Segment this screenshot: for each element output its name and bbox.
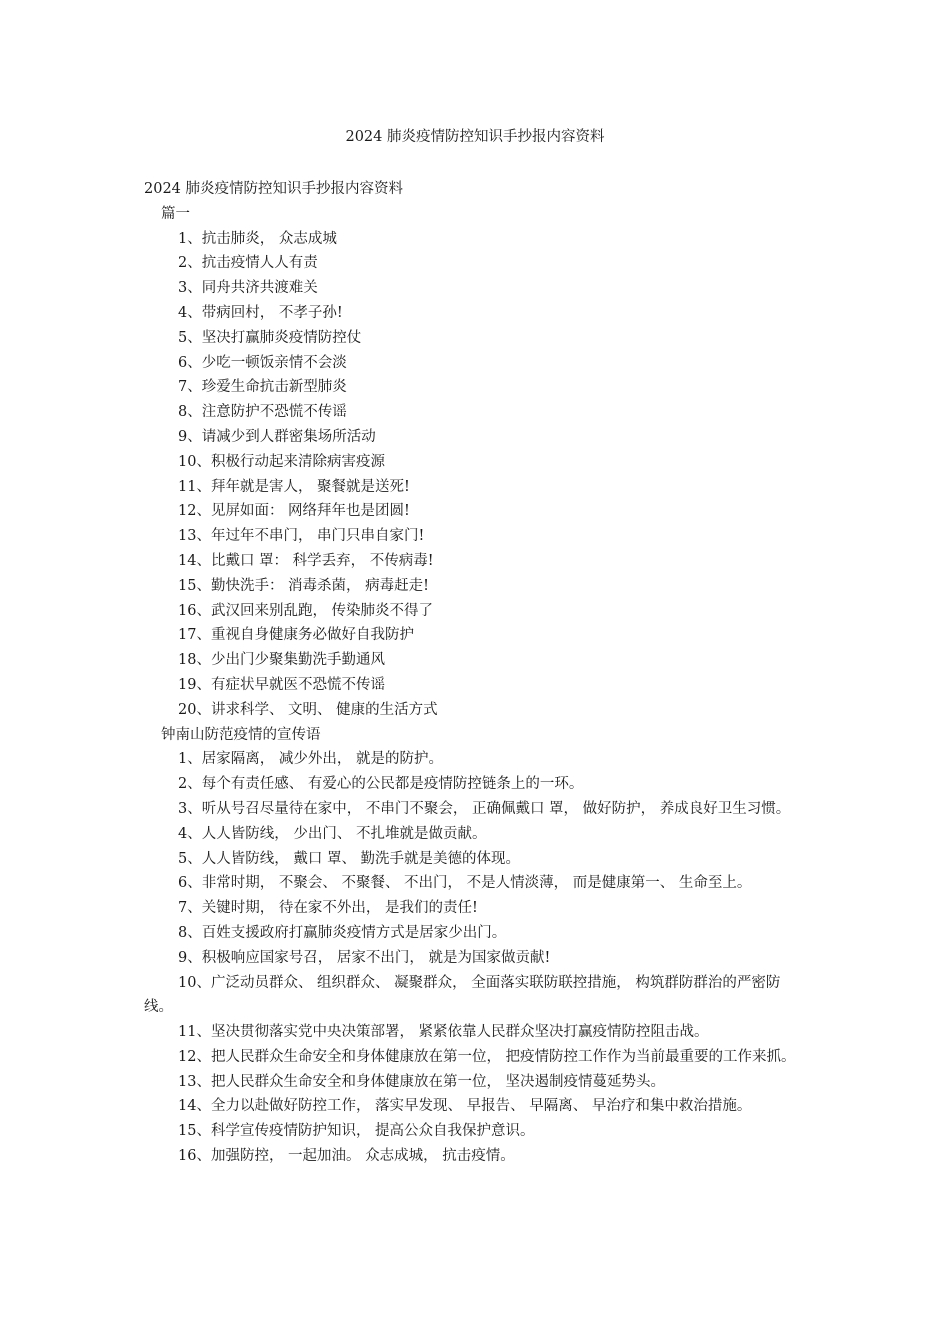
list-item-number: 13、 <box>178 1073 211 1090</box>
list-item-text: 加强防控， 一起加油。 众志成城， 抗击疫情。 <box>210 1148 515 1165</box>
list-item <box>144 847 809 872</box>
list-item <box>144 549 809 574</box>
list-item-number: 15、 <box>178 1123 211 1140</box>
list-item-number: 9、 <box>178 949 202 966</box>
list-item <box>144 351 809 376</box>
list-item <box>144 1094 809 1119</box>
list-item-number: 9、 <box>178 428 202 445</box>
list-item-text: 请减少到人群密集场所活动 <box>201 428 376 445</box>
list-item-number: 11、 <box>178 1024 211 1041</box>
list-item <box>144 747 809 772</box>
list-item <box>144 1045 809 1070</box>
list-item-number: 10、 <box>178 453 211 470</box>
list-item-text: 科学宣传疫情防护知识， 提高公众自我保护意识。 <box>210 1123 535 1140</box>
list-item-text: 有症状早就医不恐慌不传谣 <box>210 676 385 693</box>
list-item-number: 16、 <box>178 602 211 619</box>
list-item-text: 拜年就是害人， 聚餐就是送死! <box>210 478 410 495</box>
list-item-text: 坚决贯彻落实党中央决策部署， 紧紧依靠人民群众坚决打赢疫情防控阻击战。 <box>210 1024 709 1041</box>
list-item-text: 坚决打赢肺炎疫情防控仗 <box>201 329 362 346</box>
document-body <box>144 177 809 1169</box>
list-item <box>144 772 809 797</box>
list-item-number: 2、 <box>178 255 202 272</box>
list-item-text: 少吃一顿饭亲情不会淡 <box>201 354 347 371</box>
list-item <box>144 599 809 624</box>
list-item <box>144 971 809 1021</box>
list-item-number: 10、 <box>178 974 211 991</box>
page-title: 2024 肺炎疫情防控知识手抄报内容资料 <box>345 129 605 145</box>
document-heading: 2024 肺炎疫情防控知识手抄报内容资料 <box>144 181 404 197</box>
list-item-text: 武汉回来别乱跑， 传染肺炎不得了 <box>210 602 434 619</box>
list-item-text: 见屏如面： 网络拜年也是团圆! <box>210 503 410 520</box>
list-item-text: 非常时期， 不聚会、 不聚餐、 不出门， 不是人情淡薄， 而是健康第一、 生命至上。 <box>201 875 752 892</box>
list-item-text: 听从号召尽量待在家中， 不串门不聚会， 正确佩戴口 罩， 做好防护， 养成良好卫生习惯。 <box>201 800 791 817</box>
list-item <box>144 946 809 971</box>
list-item-number: 7、 <box>178 900 202 917</box>
list-item <box>144 623 809 648</box>
list-item <box>144 1119 809 1144</box>
list-item-text: 居家隔离， 减少外出， 就是的防护。 <box>201 751 443 768</box>
list-item-text: 讲求科学、 文明、 健康的生活方式 <box>210 701 438 718</box>
list-item-number: 14、 <box>178 1098 211 1115</box>
section-label: 钟南山防范疫情的宣传语 <box>161 726 321 743</box>
list-item <box>144 301 809 326</box>
list-item-number: 18、 <box>178 652 211 669</box>
slogan-list <box>144 227 809 723</box>
list-item-text: 全力以赴做好防控工作， 落实早发现、 早报告、 早隔离、 早治疗和集中救治措施。 <box>210 1098 752 1115</box>
list-item-text: 珍爱生命抗击新型肺炎 <box>201 379 347 396</box>
list-item <box>144 673 809 698</box>
list-item-number: 12、 <box>178 503 211 520</box>
list-item <box>144 450 809 475</box>
list-item-text: 勤快洗手： 消毒杀菌， 病毒赶走! <box>210 577 429 594</box>
list-item-text: 带病回村， 不孝子孙! <box>201 304 343 321</box>
list-item-text: 比戴口 罩： 科学丢弃， 不传病毒! <box>210 552 434 569</box>
list-item-number: 8、 <box>178 924 202 941</box>
list-item-text: 积极响应国家号召， 居家不出门， 就是为国家做贡献! <box>201 949 551 966</box>
list-item <box>144 797 809 822</box>
list-item-text: 把人民群众生命安全和身体健康放在第一位， 把疫情防控工作作为当前最重要的工作来抓。 <box>210 1048 796 1065</box>
list-item-text: 注意防护不恐慌不传谣 <box>201 404 347 421</box>
list-item-text: 人人皆防线， 少出门、 不扎堆就是做贡献。 <box>201 825 487 842</box>
list-item-number: 20、 <box>178 701 211 718</box>
list-item <box>144 425 809 450</box>
list-item-text: 抗击肺炎， 众志成城 <box>201 230 337 247</box>
list-item-text: 重视自身健康务必做好自我防护 <box>210 627 414 644</box>
list-item-number: 4、 <box>178 304 202 321</box>
list-item-text: 把人民群众生命安全和身体健康放在第一位， 坚决遏制疫情蔓延势头。 <box>210 1073 666 1090</box>
list-item <box>144 227 809 252</box>
list-item <box>144 400 809 425</box>
list-item-number: 12、 <box>178 1048 211 1065</box>
section-label: 篇一 <box>161 205 190 222</box>
list-item <box>144 251 809 276</box>
list-item-number: 8、 <box>178 404 202 421</box>
list-item <box>144 648 809 673</box>
list-item-text: 同舟共济共渡难关 <box>201 280 318 297</box>
slogan-list <box>144 747 809 1169</box>
list-item-number: 13、 <box>178 528 211 545</box>
list-item-text: 积极行动起来清除病害疫源 <box>210 453 385 470</box>
list-item-number: 5、 <box>178 850 202 867</box>
list-item-text: 少出门少聚集勤洗手勤通风 <box>210 652 385 669</box>
list-item <box>144 896 809 921</box>
list-item-number: 2、 <box>178 776 202 793</box>
list-item <box>144 871 809 896</box>
list-item-number: 4、 <box>178 825 202 842</box>
list-item <box>144 499 809 524</box>
list-item-number: 17、 <box>178 627 211 644</box>
list-item-number: 6、 <box>178 354 202 371</box>
list-item-text: 抗击疫情人人有责 <box>201 255 318 272</box>
list-item <box>144 921 809 946</box>
list-item <box>144 1020 809 1045</box>
list-item-number: 7、 <box>178 379 202 396</box>
list-item <box>144 475 809 500</box>
list-item-text: 广泛动员群众、 组织群众、 凝聚群众， 全面落实联防联控措施， 构筑群防群治的严密防线。 <box>144 974 781 1016</box>
list-item-number: 14、 <box>178 552 211 569</box>
list-item <box>144 574 809 599</box>
list-item <box>144 276 809 301</box>
list-item <box>144 822 809 847</box>
list-item <box>144 326 809 351</box>
list-item-text: 百姓支援政府打赢肺炎疫情方式是居家少出门。 <box>201 924 507 941</box>
list-item <box>144 698 809 723</box>
list-item-number: 1、 <box>178 230 202 247</box>
list-item-number: 15、 <box>178 577 211 594</box>
list-item-number: 11、 <box>178 478 211 495</box>
list-item-number: 16、 <box>178 1148 211 1165</box>
list-item-text: 每个有责任感、 有爱心的公民都是疫情防控链条上的一环。 <box>201 776 584 793</box>
list-item <box>144 375 809 400</box>
list-item-text: 人人皆防线， 戴口 罩、 勤洗手就是美德的体现。 <box>201 850 521 867</box>
list-item <box>144 1070 809 1095</box>
list-item-number: 1、 <box>178 751 202 768</box>
list-item <box>144 1144 809 1169</box>
list-item-number: 6、 <box>178 875 202 892</box>
list-item-number: 19、 <box>178 676 211 693</box>
list-item-number: 3、 <box>178 800 202 817</box>
list-item-number: 5、 <box>178 329 202 346</box>
list-item-text: 年过年不串门， 串门只串自家门! <box>210 528 425 545</box>
list-item-number: 3、 <box>178 280 202 297</box>
list-item-text: 关键时期， 待在家不外出， 是我们的责任! <box>201 900 478 917</box>
list-item <box>144 524 809 549</box>
